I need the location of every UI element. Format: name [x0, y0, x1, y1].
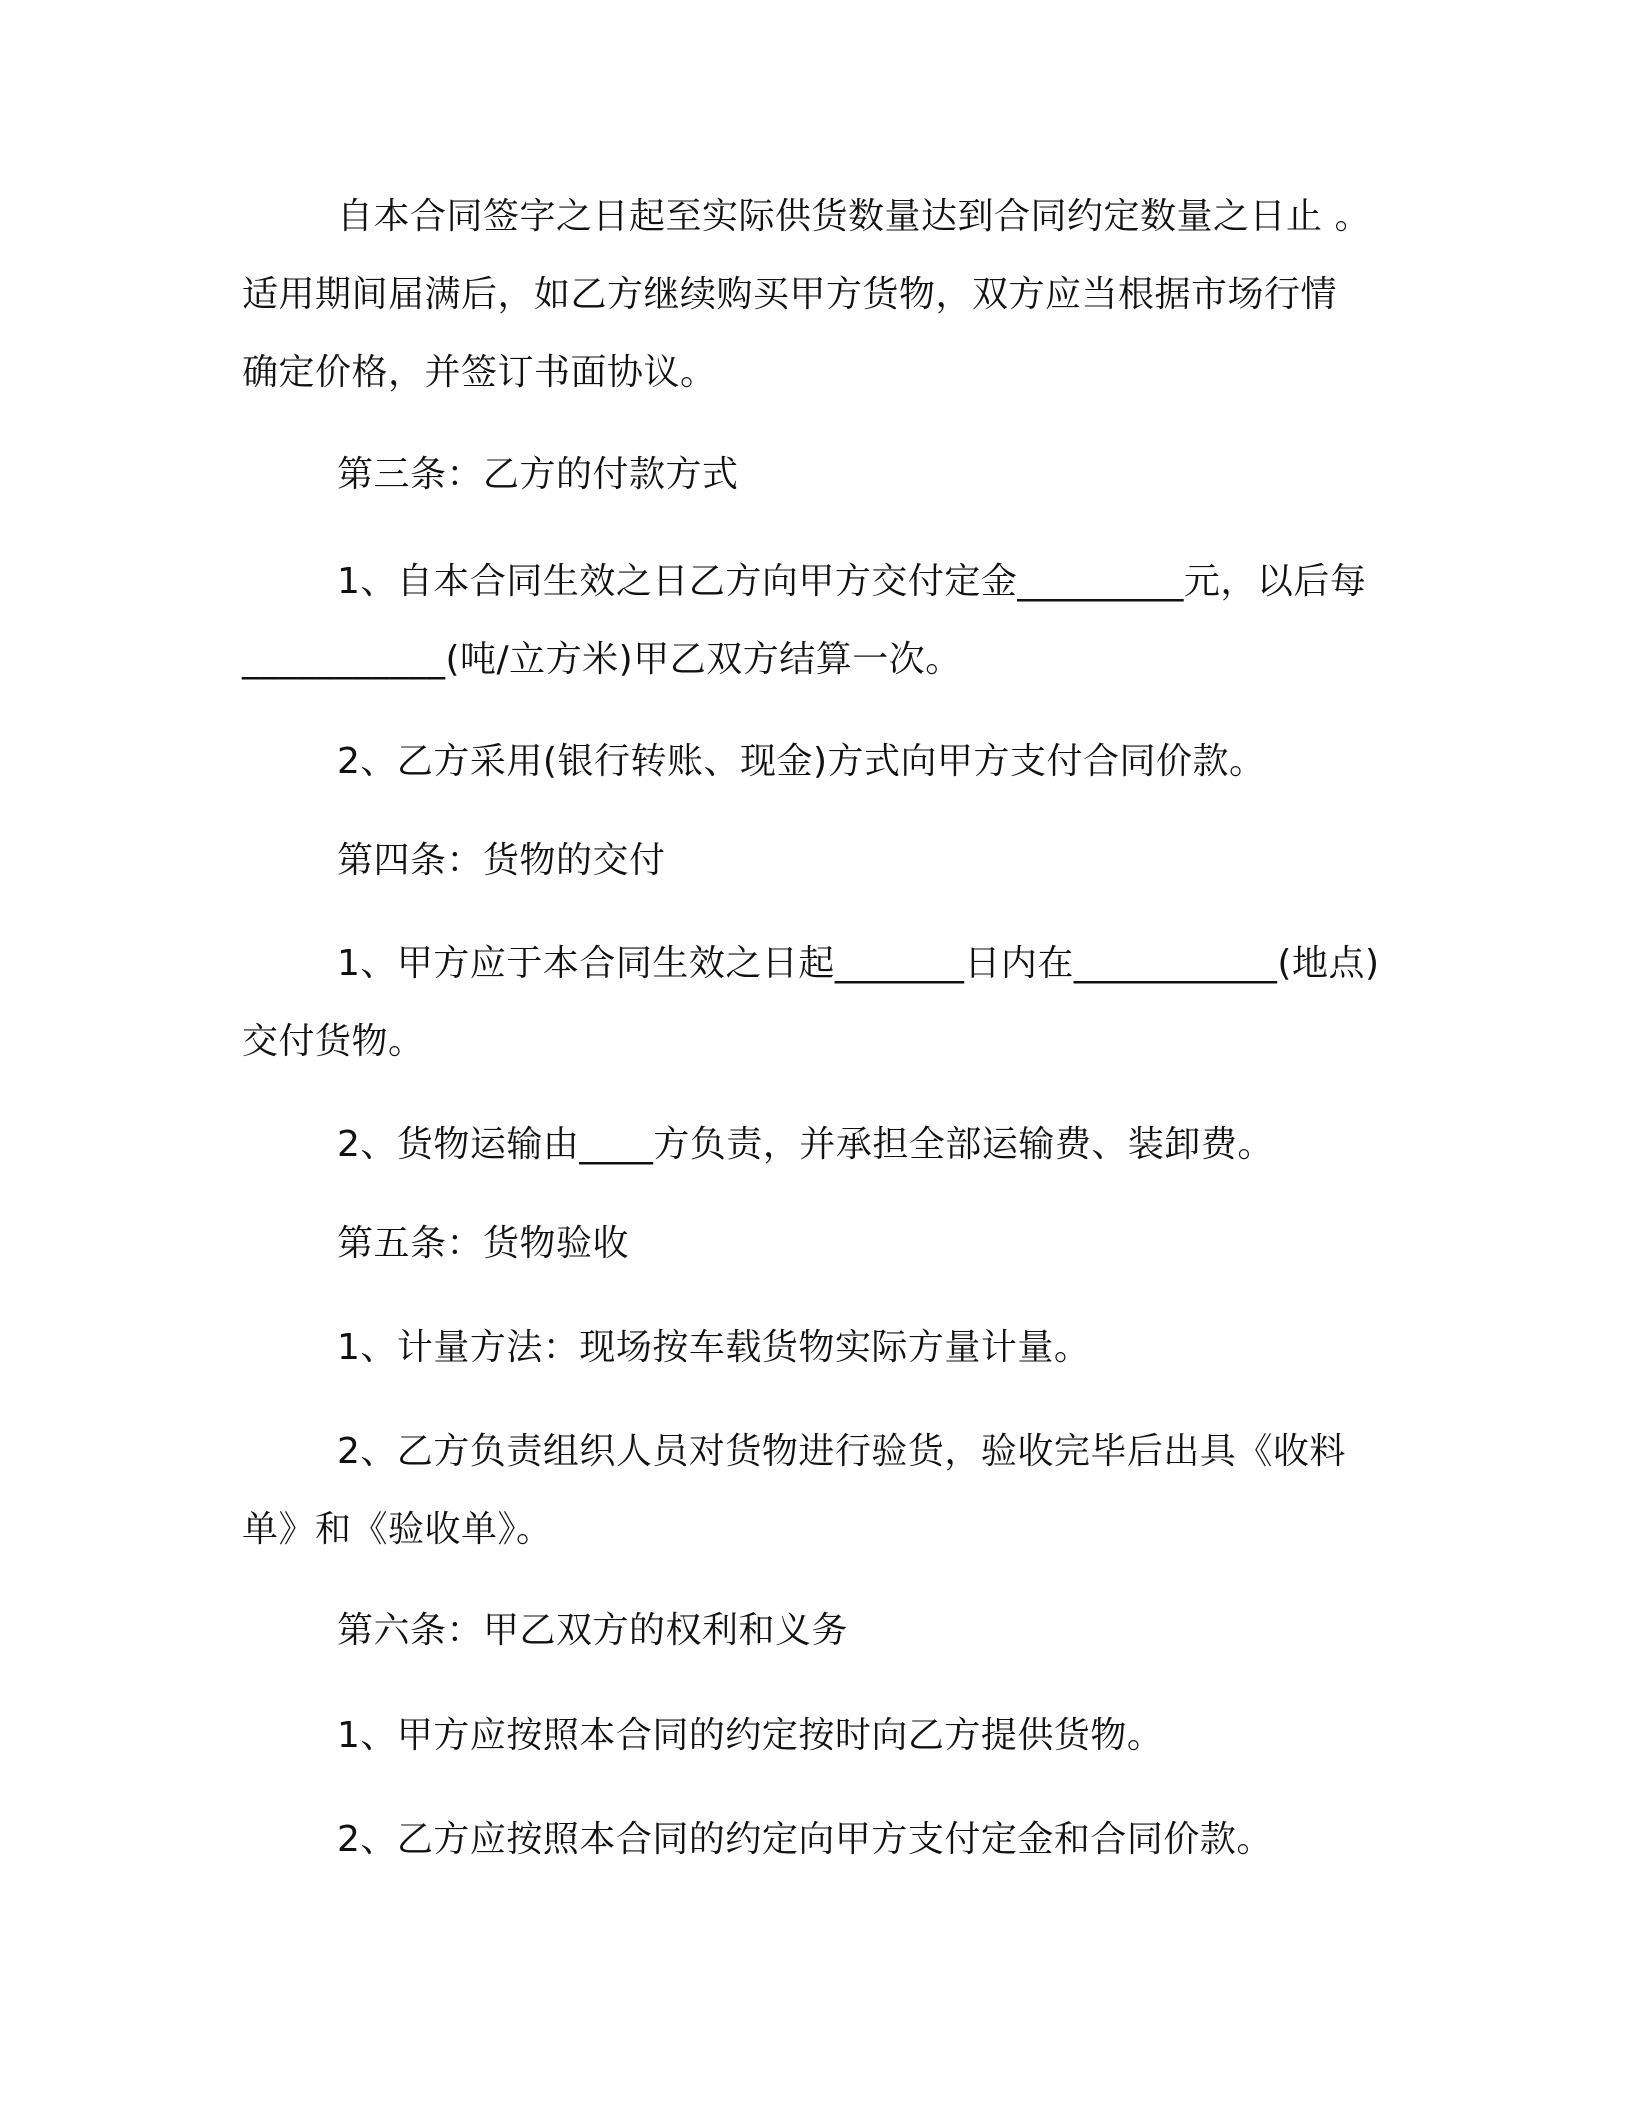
text-line: 2、乙方负责组织人员对货物进行验货，验收完毕后出具《收料: [337, 1431, 1346, 1472]
text-line: 交付货物。: [242, 1021, 425, 1062]
paragraph-deposit: [242, 543, 1382, 699]
text-line: ___________(吨/立方米)甲乙双方结算一次。: [242, 639, 962, 680]
text-line: 确定价格，并签订书面协议。: [242, 352, 717, 393]
text-line: 1、甲方应于本合同生效之日起_______日内在___________(地点): [337, 943, 1380, 984]
text-line: 第四条：货物的交付: [337, 840, 666, 881]
paragraph-supply-period: [242, 178, 1382, 412]
text-line: 第三条：乙方的付款方式: [337, 454, 739, 495]
paragraph-delivery-time: [242, 925, 1382, 1081]
paragraph-party-a-duty: [242, 1697, 1382, 1775]
text-line: 1、甲方应按照本合同的约定按时向乙方提供货物。: [337, 1715, 1164, 1756]
heading-article-6: [242, 1592, 1382, 1670]
paragraph-party-b-duty: [242, 1801, 1382, 1879]
heading-article-3: [242, 436, 1382, 514]
paragraph-measurement: [242, 1309, 1382, 1387]
paragraph-transport: [242, 1106, 1382, 1184]
text-line: 2、乙方采用(银行转账、现金)方式向甲方支付合同价款。: [337, 741, 1266, 782]
paragraph-inspection: [242, 1413, 1382, 1569]
text-line: 1、自本合同生效之日乙方向甲方交付定金_________元，以后每: [337, 561, 1367, 602]
paragraph-payment-method: [242, 723, 1382, 801]
text-line: 2、货物运输由____方负责，并承担全部运输费、装卸费。: [337, 1124, 1274, 1165]
text-line: 自本合同签字之日起至实际供货数量达到合同约定数量之日止 。: [337, 196, 1371, 237]
text-line: 适用期间届满后，如乙方继续购买甲方货物，双方应当根据市场行情: [242, 274, 1338, 315]
text-line: 单》和《验收单》。: [242, 1509, 553, 1550]
text-line: 1、计量方法：现场按车载货物实际方量计量。: [337, 1327, 1091, 1368]
heading-article-4: [242, 822, 1382, 900]
text-line: 2、乙方应按照本合同的约定向甲方支付定金和合同价款。: [337, 1819, 1273, 1860]
text-line: 第六条：甲乙双方的权利和义务: [337, 1610, 849, 1651]
heading-article-5: [242, 1205, 1382, 1283]
text-line: 第五条：货物验收: [337, 1223, 630, 1264]
